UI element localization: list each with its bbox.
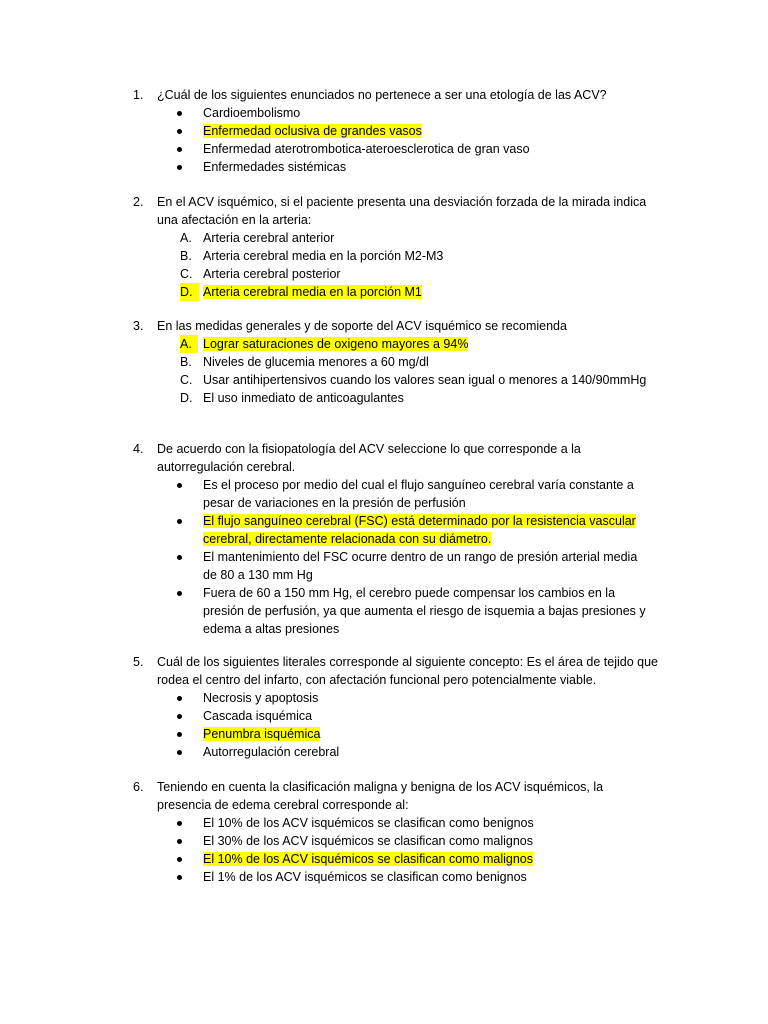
- option-item-answer: [0, 850, 649, 868]
- option-letter: B.: [180, 355, 192, 369]
- option-item: [0, 229, 649, 247]
- bullet-icon: [177, 696, 182, 701]
- option-text: Usar antihipertensivos cuando los valores sean igual o menores a 140/90mmHg: [203, 373, 647, 387]
- question-1: [0, 86, 768, 176]
- question-stem: [0, 193, 659, 229]
- option-letter: D.: [180, 391, 193, 405]
- question-text: De acuerdo con la fisiopatología del ACV seleccione lo que corresponde a la autorregulación cerebral.: [157, 442, 581, 474]
- option-text: El 10% de los ACV isquémicos se clasifican como benignos: [203, 816, 534, 830]
- bullet-icon: [177, 555, 182, 560]
- question-text: En el ACV isquémico, si el paciente presenta una desviación forzada de la mirada indica una afectación en la arteria:: [157, 195, 647, 227]
- question-5: [0, 653, 768, 761]
- option-text: Autorregulación cerebral: [203, 745, 340, 759]
- option-text: Fuera de 60 a 150 mm Hg, el cerebro puede compensar los cambios en la presión de perfusión, ya que aumenta el riesgo de isquemia a bajas presiones y edema a altas presiones: [203, 586, 646, 636]
- option-item: [0, 743, 649, 761]
- option-item-answer: [0, 335, 649, 353]
- question-number: 3.: [133, 319, 144, 333]
- option-text: Cardioembolismo: [203, 106, 301, 120]
- question-stem: [0, 440, 659, 476]
- question-number: 1.: [133, 88, 144, 102]
- question-number: 4.: [133, 442, 144, 456]
- question-stem: [0, 86, 659, 104]
- option-item: [0, 707, 649, 725]
- question-number: 6.: [133, 780, 144, 794]
- bullet-icon: [177, 129, 182, 134]
- option-text: Necrosis y apoptosis: [203, 691, 319, 705]
- option-text: Enfermedad aterotrombotica-ateroesclerotica de gran vaso: [203, 142, 530, 156]
- question-stem: [0, 317, 659, 335]
- question-text: Cuál de los siguientes literales corresponde al siguiente concepto: Es el área de tejido que rodea el centro del infarto, con afectación funcional pero potencialmente viable.: [157, 655, 659, 687]
- option-text: Arteria cerebral media en la porción M2-M3: [203, 249, 444, 263]
- bullet-icon: [177, 857, 182, 862]
- option-item-answer: [0, 512, 649, 548]
- question-number: 2.: [133, 195, 144, 209]
- option-letter: B.: [180, 249, 192, 263]
- option-text-highlighted: Enfermedad oclusiva de grandes vasos: [203, 124, 422, 138]
- option-text: El 1% de los ACV isquémicos se clasifican como benignos: [203, 870, 527, 884]
- option-letter: C.: [180, 373, 193, 387]
- option-item: [0, 689, 649, 707]
- option-text: Arteria cerebral anterior: [203, 231, 335, 245]
- bullet-icon: [177, 714, 182, 719]
- bullet-icon: [177, 750, 182, 755]
- option-item: [0, 389, 649, 407]
- option-item: [0, 548, 649, 584]
- option-item-answer: [0, 725, 649, 743]
- bullet-icon: [177, 147, 182, 152]
- option-text: Arteria cerebral posterior: [203, 267, 341, 281]
- option-text: Es el proceso por medio del cual el flujo sanguíneo cerebral varía constante a pesar de variaciones en la presión de perfusión: [203, 478, 634, 510]
- bullet-icon: [177, 839, 182, 844]
- option-item: [0, 353, 649, 371]
- question-4: [0, 440, 768, 638]
- bullet-icon: [177, 519, 182, 524]
- option-letter: A.: [180, 231, 192, 245]
- option-text: El mantenimiento del FSC ocurre dentro de un rango de presión arterial media de 80 a 130 mm Hg: [203, 550, 638, 582]
- option-item: [0, 814, 649, 832]
- option-item-answer: [0, 122, 649, 140]
- bullet-icon: [177, 732, 182, 737]
- question-6: [0, 778, 768, 886]
- bullet-icon: [177, 483, 182, 488]
- question-text: En las medidas generales y de soporte del ACV isquémico se recomienda: [157, 319, 567, 333]
- option-text-highlighted: Lograr saturaciones de oxigeno mayores a 94%: [203, 337, 469, 351]
- question-2: [0, 193, 768, 301]
- option-text: Cascada isquémica: [203, 709, 313, 723]
- option-item: [0, 140, 649, 158]
- bullet-icon: [177, 165, 182, 170]
- option-letter: D.: [180, 283, 199, 301]
- option-text-highlighted: El flujo sanguíneo cerebral (FSC) está determinado por la resistencia vascular cerebral, directamente relacionada con su diámetro.: [203, 514, 636, 546]
- option-item: [0, 476, 649, 512]
- option-text-highlighted: Penumbra isquémica: [203, 727, 321, 741]
- bullet-icon: [177, 821, 182, 826]
- question-text: Teniendo en cuenta la clasificación maligna y benigna de los ACV isquémicos, la presencia de edema cerebral corresponde al:: [157, 780, 604, 812]
- option-item: [0, 868, 649, 886]
- option-text: El uso inmediato de anticoagulantes: [203, 391, 404, 405]
- option-item: [0, 584, 649, 638]
- option-item: [0, 832, 649, 850]
- question-number: 5.: [133, 655, 144, 669]
- bullet-icon: [177, 111, 182, 116]
- option-letter: C.: [180, 267, 193, 281]
- option-item: [0, 247, 649, 265]
- option-item: [0, 104, 649, 122]
- option-text-highlighted: Arteria cerebral media en la porción M1: [203, 285, 422, 299]
- bullet-icon: [177, 875, 182, 880]
- option-text: Niveles de glucemia menores a 60 mg/dl: [203, 355, 429, 369]
- question-stem: [0, 778, 659, 814]
- option-text: Enfermedades sistémicas: [203, 160, 347, 174]
- option-letter: A.: [180, 335, 198, 353]
- bullet-icon: [177, 591, 182, 596]
- option-item: [0, 371, 649, 389]
- option-text: El 30% de los ACV isquémicos se clasifican como malignos: [203, 834, 534, 848]
- question-stem: [0, 653, 659, 689]
- option-text-highlighted: El 10% de los ACV isquémicos se clasifican como malignos: [203, 852, 534, 866]
- question-3: [0, 317, 768, 407]
- question-text: ¿Cuál de los siguientes enunciados no pertenece a ser una etología de las ACV?: [157, 88, 607, 102]
- option-item-answer: [0, 283, 649, 301]
- option-item: [0, 265, 649, 283]
- option-item: [0, 158, 649, 176]
